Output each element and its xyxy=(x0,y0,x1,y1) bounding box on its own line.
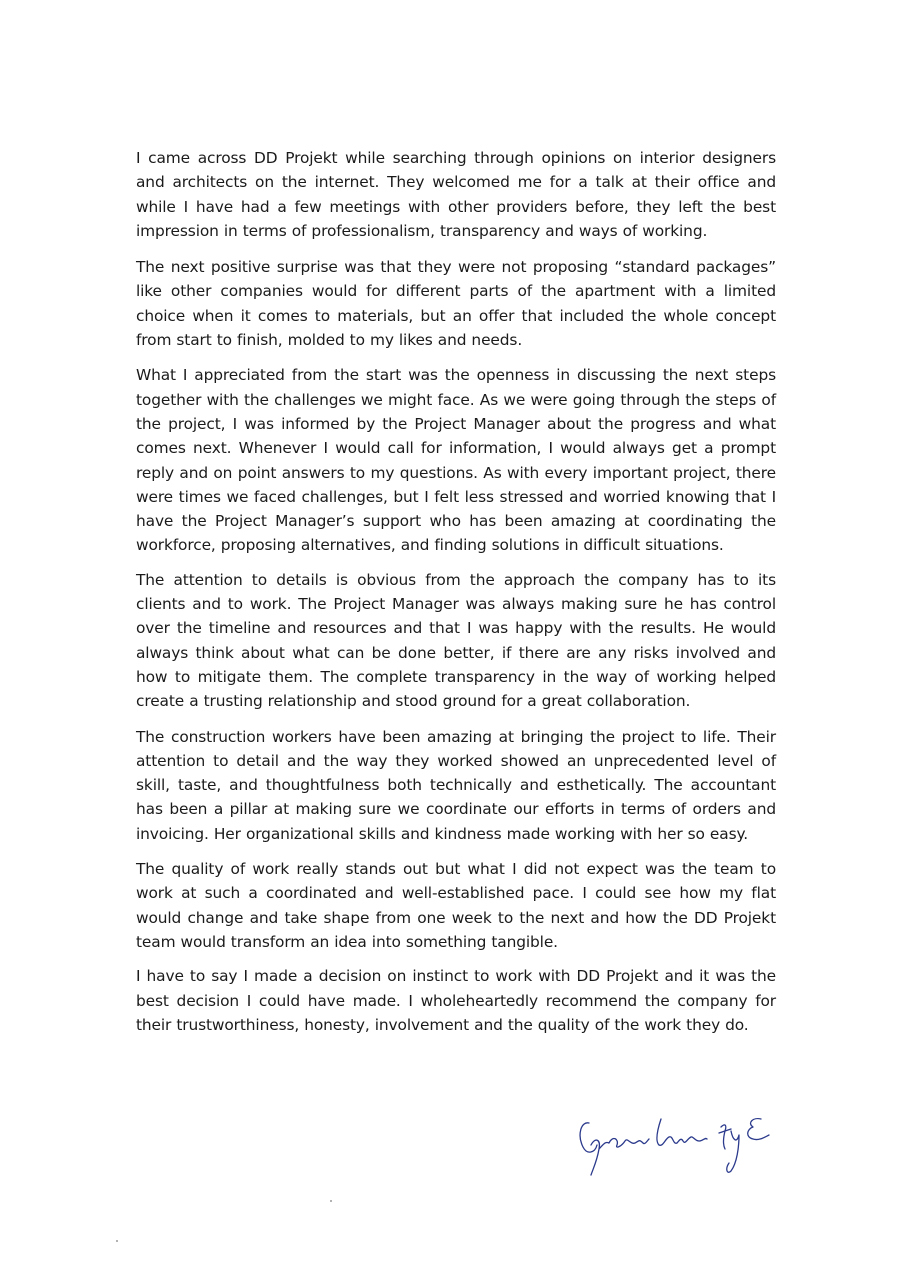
paper-speck xyxy=(330,1200,332,1202)
letter-paragraph-7: I have to say I made a decision on instinct to work with DD Projekt and it was the best decision I could have made. I wholeheartedly recommend the company for their trustworthiness, honesty, involvement and the quality of the work they do. xyxy=(136,967,776,1034)
paper-speck xyxy=(116,1240,118,1242)
letter-paragraph-5: The construction workers have been amazing at bringing the project to life. Their attention to detail and the way they worked showed an unprecedented level of skill, taste, and thoughtfulness both technically and esthetically. The accountant has been a pillar at making sure we coordinate our efforts in terms of orders and invoicing. Her organizational skills and kindness made working with her so easy. xyxy=(136,727,776,843)
letter-paragraph-3: What I appreciated from the start was the openness in discussing the next steps together with the challenges we might face. As we were going through the steps of the project, I was informed by the Project Manager about the progress and what comes next. Whenever I would call for information, I would always get a prompt reply and on point answers to my questions. As with every important project, there were times we faced challenges, but I felt less stressed and worried knowing that I have the Project Manager’s support who has been amazing at coordinating the workforce, proposing alternatives, and finding solutions in difficult situations. xyxy=(136,366,776,555)
letter-paragraph-1: I came across DD Projekt while searching through opinions on interior designers and architects on the internet. They welcomed me for a talk at their office and while I have had a few meetings with other providers before, they left the best impression in terms of professionalism, transparency and ways of working. xyxy=(136,149,776,240)
letter-body xyxy=(136,146,776,1049)
letter-paragraph-2: The next positive surprise was that they were not proposing “standard packages” like other companies would for different parts of the apartment with a limited choice when it comes to materials, but an offer that included the whole concept from start to finish, molded to my likes and needs. xyxy=(136,258,776,350)
handwritten-signature-icon xyxy=(575,1105,775,1185)
letter-paragraph-4: The attention to details is obvious from the approach the company has to its clients and to work. The Project Manager was always making sure he has control over the timeline and resources and that I was happy with the results. He would always think about what can be done better, if there are any risks involved and how to mitigate them. The complete transparency in the way of working helped create a trusting relationship and stood ground for a great collaboration. xyxy=(136,570,776,711)
letter-paragraph-6: The quality of work really stands out but what I did not expect was the team to work at such a coordinated and well-established pace. I could see how my flat would change and take shape from one week to the next and how the DD Projekt team would transform an idea into something tangible. xyxy=(136,860,776,951)
